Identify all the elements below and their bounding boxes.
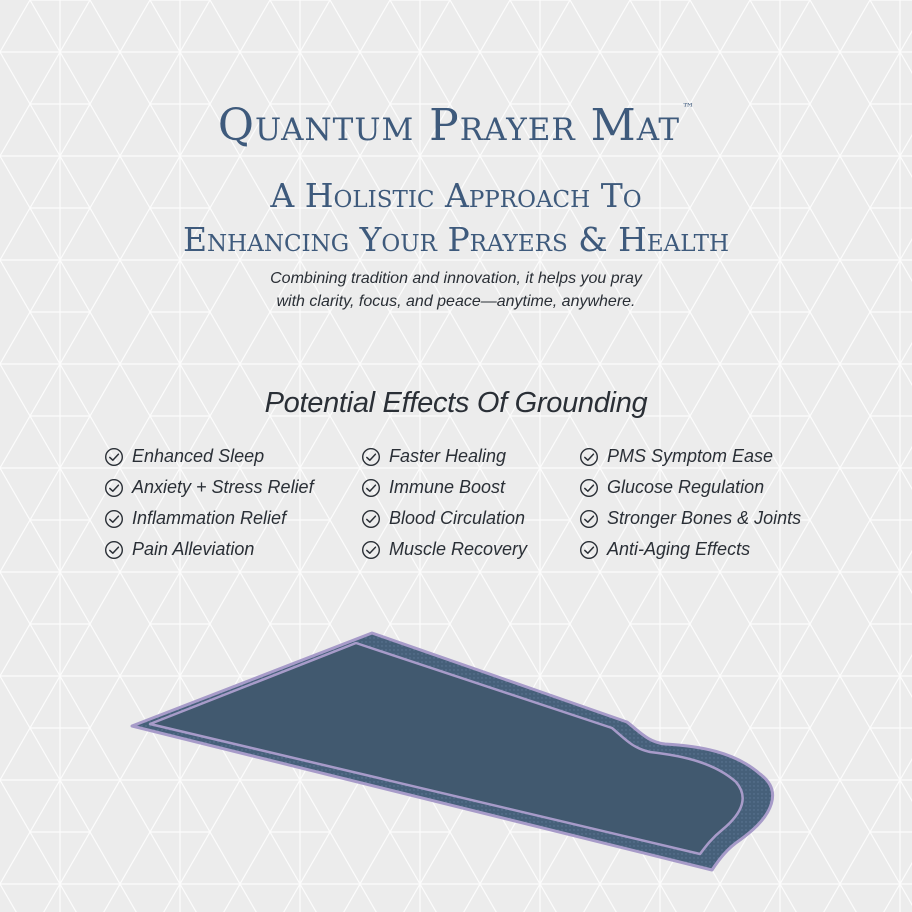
- effects-column-2: [361, 441, 527, 565]
- effect-label: Anxiety + Stress Relief: [132, 477, 314, 497]
- effect-item: [104, 534, 314, 565]
- effect-label: Anti-Aging Effects: [607, 539, 751, 559]
- prayer-mat-illustration: [0, 600, 912, 900]
- effect-label: Muscle Recovery: [389, 539, 528, 559]
- effect-label: PMS Symptom Ease: [607, 446, 774, 466]
- check-circle-icon: [579, 447, 599, 467]
- title-text: Quantum Prayer Mat: [217, 100, 681, 151]
- subtitle-line-2: Enhancing Your Prayers & Health: [182, 220, 730, 259]
- effect-item: [361, 534, 527, 565]
- check-circle-icon: [104, 509, 124, 529]
- effect-item: [104, 441, 314, 472]
- effect-label: Blood Circulation: [389, 508, 526, 528]
- tagline-line-2: with clarity, focus, and peace—anytime, anywhere.: [276, 293, 636, 310]
- check-circle-icon: [579, 478, 599, 498]
- check-circle-icon: [361, 509, 381, 529]
- effects-column-1: [104, 441, 314, 565]
- trademark-symbol: ™: [682, 101, 695, 115]
- effect-label: Glucose Regulation: [607, 477, 765, 497]
- effect-item: [579, 534, 801, 565]
- check-circle-icon: [361, 478, 381, 498]
- effect-item: [104, 503, 314, 534]
- effect-item: [579, 472, 801, 503]
- check-circle-icon: [104, 447, 124, 467]
- effect-label: Inflammation Relief: [132, 508, 287, 528]
- page-title: [0, 78, 912, 156]
- check-circle-icon: [579, 540, 599, 560]
- effect-label: Immune Boost: [389, 477, 506, 497]
- effect-label: Stronger Bones & Joints: [607, 508, 802, 528]
- check-circle-icon: [579, 509, 599, 529]
- check-circle-icon: [104, 478, 124, 498]
- effect-label: Faster Healing: [389, 446, 507, 466]
- effect-label: Pain Alleviation: [132, 539, 255, 559]
- effect-label: Enhanced Sleep: [132, 446, 265, 466]
- check-circle-icon: [361, 447, 381, 467]
- effect-item: [579, 441, 801, 472]
- check-circle-icon: [361, 540, 381, 560]
- tagline-line-1: Combining tradition and innovation, it helps you pray: [270, 270, 642, 287]
- effects-heading: Potential Effects Of Grounding: [264, 387, 648, 419]
- effect-item: [361, 441, 527, 472]
- effect-item: [361, 503, 527, 534]
- effect-item: [579, 503, 801, 534]
- subtitle-line-1: A Holistic Approach To: [270, 176, 642, 215]
- effects-column-3: [579, 441, 801, 565]
- check-circle-icon: [104, 540, 124, 560]
- effect-item: [361, 472, 527, 503]
- effect-item: [104, 472, 314, 503]
